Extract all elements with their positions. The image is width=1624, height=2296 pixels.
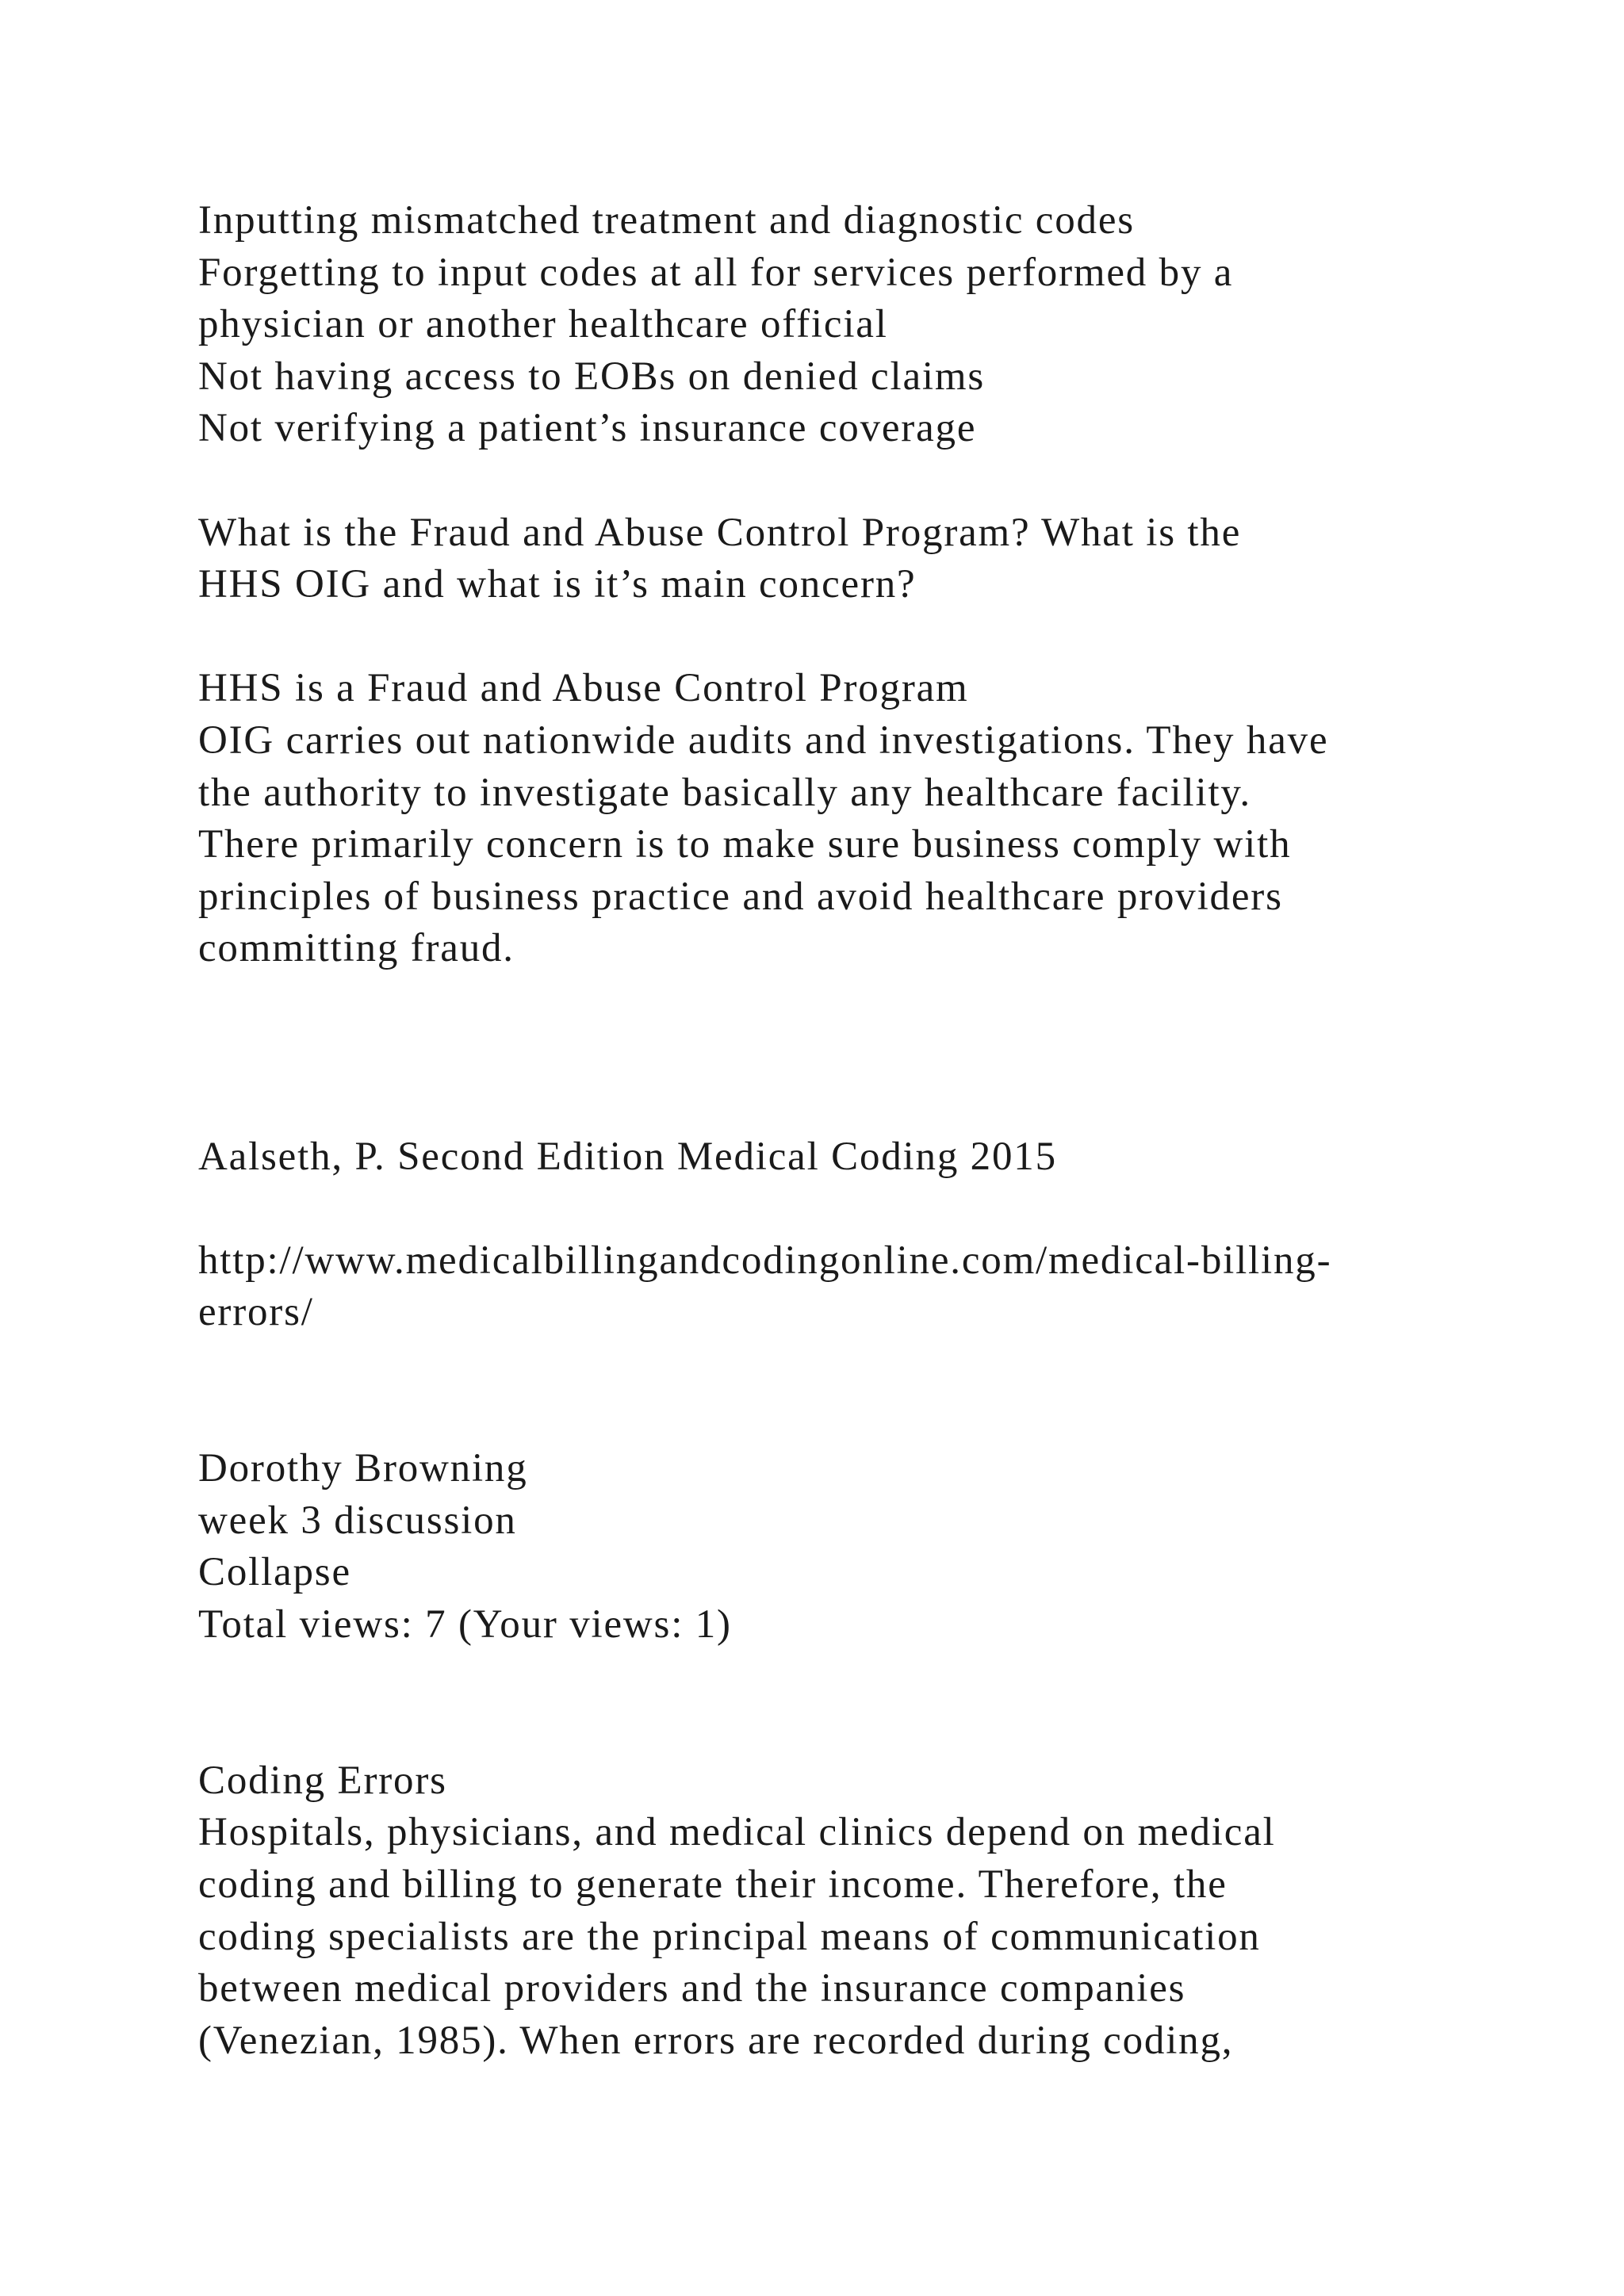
text-line: Forgetting to input codes at all for services performed by a	[198, 250, 1234, 295]
text-line: There primarily concern is to make sure business comply with	[198, 822, 1292, 867]
text-line: physician or another healthcare official	[198, 302, 888, 347]
blank-line	[198, 975, 1467, 1027]
text-line: Hospitals, physicians, and medical clinics depend on medical	[198, 1810, 1276, 1855]
citation-line: Aalseth, P. Second Edition Medical Coding 2015	[198, 1134, 1057, 1179]
views-count: Total views: 7 (Your views: 1)	[198, 1602, 732, 1647]
blank-line	[198, 1391, 1467, 1444]
blank-line	[198, 1339, 1467, 1391]
text-line: Not having access to EOBs on denied claims	[198, 354, 985, 399]
text-line: (Venezian, 1985). When errors are recorded during coding,	[198, 2018, 1234, 2063]
text-line: committing fraud.	[198, 926, 515, 971]
text-line: HHS is a Fraud and Abuse Control Program	[198, 666, 969, 711]
text-line: principles of business practice and avoid healthcare providers	[198, 874, 1283, 919]
text-line: the authority to investigate basically any healthcare facility.	[198, 770, 1251, 815]
text-line: Inputting mismatched treatment and diagnostic codes	[198, 198, 1135, 243]
text-line: What is the Fraud and Abuse Control Program? What is the	[198, 510, 1242, 555]
text-line: OIG carries out nationwide audits and investigations. They have	[198, 718, 1329, 763]
text-line: coding specialists are the principal means of communication	[198, 1914, 1261, 1959]
post-title: week 3 discussion	[198, 1498, 517, 1543]
section-heading: Coding Errors	[198, 1758, 447, 1803]
url-line: errors/	[198, 1290, 314, 1335]
text-line: HHS OIG and what is it’s main concern?	[198, 562, 917, 607]
blank-line	[198, 1027, 1467, 1080]
blank-line	[198, 1703, 1467, 1755]
blank-line	[198, 1079, 1467, 1131]
text-line: between medical providers and the insurance companies	[198, 1966, 1186, 2011]
blank-line	[198, 611, 1467, 664]
blank-line	[198, 455, 1467, 507]
blank-line	[198, 1183, 1467, 1235]
url-line: http://www.medicalbillingandcodingonline.com/medical-billing-	[198, 1238, 1332, 1283]
document-body	[198, 195, 1467, 2067]
text-line: Not verifying a patient’s insurance coverage	[198, 406, 977, 451]
author-name: Dorothy Browning	[198, 1446, 528, 1491]
collapse-text: Collapse	[198, 1550, 351, 1595]
blank-line	[198, 1651, 1467, 1704]
text-line: coding and billing to generate their income. Therefore, the	[198, 1862, 1228, 1907]
